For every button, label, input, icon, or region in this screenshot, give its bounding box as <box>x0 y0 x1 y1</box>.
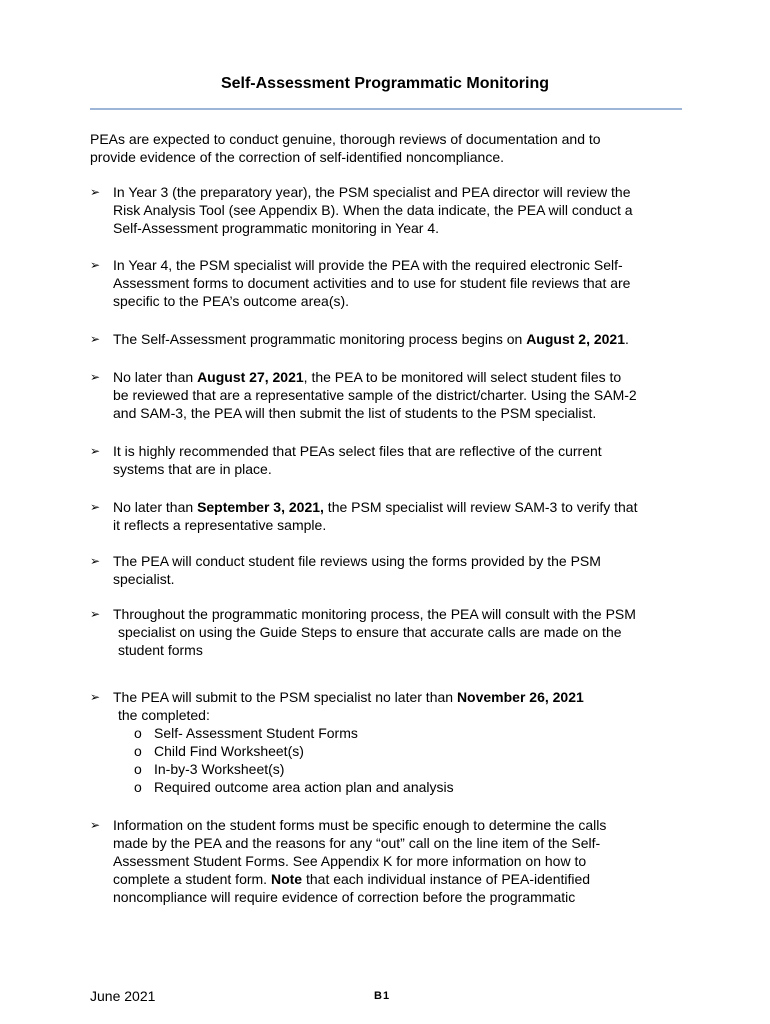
bullet-item <box>90 256 690 310</box>
page-number: B1 <box>374 990 391 1002</box>
bullet-text: The PEA will submit to the PSM specialist no later than November 26, 2021 <box>113 689 584 705</box>
sub-list <box>134 724 690 796</box>
arrow-bullet-icon: ➢ <box>90 818 101 832</box>
bold-date: August 2, 2021 <box>526 331 626 347</box>
bullet-text: The Self-Assessment programmatic monitoring process begins on August 2, 2021. <box>113 331 629 347</box>
bullet-text: Throughout the programmatic monitoring process, the PEA will consult with the PSM <box>113 606 636 622</box>
bullet-text: In Year 4, the PSM specialist will provide the PEA with the required electronic Self- Assessment forms to document activities and to use for student file reviews that are specific to the PEA’s outcome area(s). <box>113 257 631 309</box>
bullet-text-continued: specialist on using the Guide Steps to ensure that accurate calls are made on the student forms <box>118 624 622 658</box>
bullet-item <box>90 368 690 422</box>
bullet-item <box>90 688 690 810</box>
bullet-item <box>90 330 690 348</box>
arrow-bullet-icon: ➢ <box>90 332 101 346</box>
sub-list-item: o In-by-3 Worksheet(s) <box>134 761 285 777</box>
sub-list-item: o Required outcome area action plan and analysis <box>134 779 454 795</box>
bold-date: September 3, 2021, <box>197 499 324 515</box>
arrow-bullet-icon: ➢ <box>90 444 101 458</box>
bullet-text: It is highly recommended that PEAs select files that are reflective of the current systems that are in place. <box>113 443 602 477</box>
arrow-bullet-icon: ➢ <box>90 500 101 514</box>
sub-list-item: o Self- Assessment Student Forms <box>134 725 358 741</box>
arrow-bullet-icon: ➢ <box>90 258 101 272</box>
circle-bullet-icon: o <box>134 761 142 777</box>
bold-date: August 27, 2021 <box>197 369 304 385</box>
sub-list-item: o Child Find Worksheet(s) <box>134 743 304 759</box>
intro-paragraph: PEAs are expected to conduct genuine, thorough reviews of documentation and to provide evidence of the correction of self-identified noncompliance. <box>90 131 601 165</box>
footer-date: June 2021 <box>90 988 156 1004</box>
bullet-text: The PEA will conduct student file reviews using the forms provided by the PSM specialist. <box>113 553 601 587</box>
bullet-item <box>90 605 690 659</box>
bullet-item <box>90 183 690 237</box>
bullet-text: No later than August 27, 2021, the PEA to be monitored will select student files to be reviewed that are a representative sample of the district/charter. Using the SAM-2 and SAM-3, the PEA will then submit the list of students to the PSM specialist. <box>113 369 637 421</box>
bullet-item <box>90 816 690 906</box>
bullet-text: Information on the student forms must be specific enough to determine the calls made by the PEA and the reasons for any “out” call on the line item of the Self- Assessment Student Forms. See Appendix K for more information on how to complete a student form. Note that each individual instance of PEA-identified noncompliance will require evidence of correction before the programmatic <box>113 817 607 905</box>
arrow-bullet-icon: ➢ <box>90 370 101 384</box>
arrow-bullet-icon: ➢ <box>90 185 101 199</box>
bullet-text: No later than September 3, 2021, the PSM specialist will review SAM-3 to verify that it reflects a representative sample. <box>113 499 638 533</box>
bullet-item <box>90 552 690 588</box>
bullet-text-continued: the completed: <box>118 707 210 723</box>
bold-note: Note <box>270 871 303 887</box>
circle-bullet-icon: o <box>134 725 142 741</box>
arrow-bullet-icon: ➢ <box>90 554 101 568</box>
bullet-item <box>90 498 690 534</box>
bullet-text: In Year 3 (the preparatory year), the PSM specialist and PEA director will review the Risk Analysis Tool (see Appendix B). When the data indicate, the PEA will conduct a Self-Assessment programmatic monitoring in Year 4. <box>113 184 633 236</box>
arrow-bullet-icon: ➢ <box>90 690 101 704</box>
circle-bullet-icon: o <box>134 779 142 795</box>
page-title: Self-Assessment Programmatic Monitoring <box>220 75 550 92</box>
circle-bullet-icon: o <box>134 743 142 759</box>
bullet-item <box>90 442 690 478</box>
arrow-bullet-icon: ➢ <box>90 607 101 621</box>
title-rule <box>90 108 682 110</box>
bold-date: November 26, 2021 <box>456 689 584 705</box>
